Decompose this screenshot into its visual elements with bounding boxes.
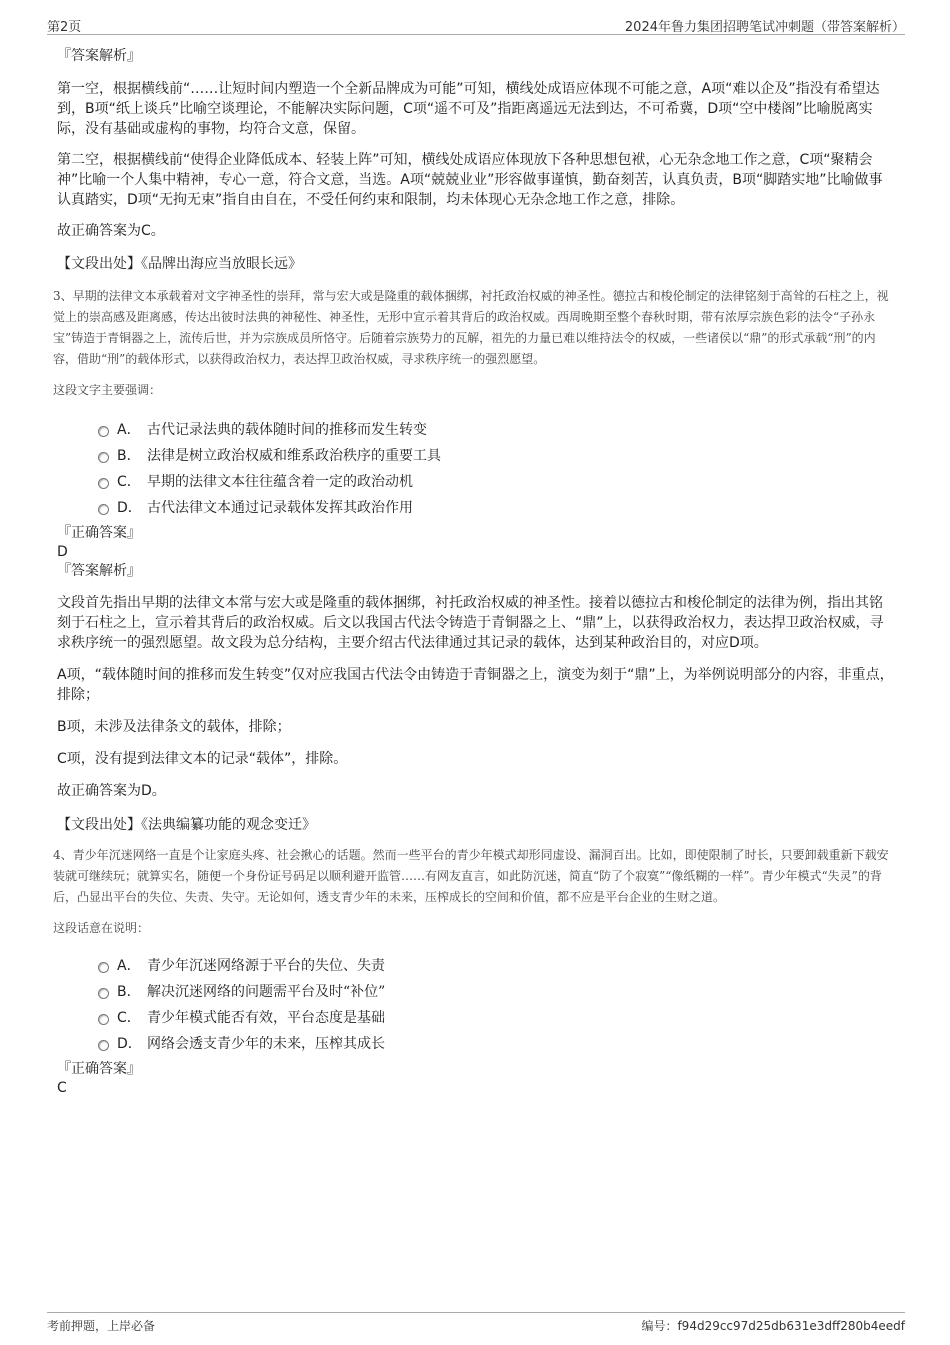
q3-option-b[interactable] (57, 443, 895, 469)
q4-prompt: 这段话意在说明： (53, 921, 150, 935)
option-text: 青少年模式能否有效，平台态度是基础 (147, 1010, 385, 1026)
q4-options (57, 953, 895, 1057)
page-content (53, 46, 895, 1097)
q4-stem: 4、青少年沉迷网络一直是个让家庭头疼、社会揪心的话题。然而一些平台的青少年模式却形同虚设、漏洞百出。比如，即使限制了时长，只要卸载重新下载安装就可继续玩；就算实名，随便一个身份证号码足以顺利避开监管……有网友直言，如此防沉迷，简直“防了个寂寞”“像纸糊的一样”。青少年模式“失灵”的背后，凸显出平台的失位、失责、失守。无论如何，透支青少年的未来，压榨成长的空间和价值，都不应是平台企业的生财之道。 (53, 848, 889, 904)
option-letter: D． (117, 1036, 142, 1052)
prev-analysis-paragraph: 第二空，根据横线前“使得企业降低成本、轻装上阵”可知，横线处成语应体现放下各种思想包袱，心无杂念地工作之意，C项“聚精会神”比喻一个人集中精神，专心一意，符合文意，当选。A项“兢兢业业”形容做事谨慎，勤奋刻苦，认真负责，B项“脚踏实地”比喻做事认真踏实，D项“无拘无束”指自由自在，不受任何约束和限制，均未体现心无杂念地工作之意，排除。 (57, 152, 883, 208)
q4-answer-heading: 『正确答案』 (57, 1061, 141, 1077)
q3-analysis-paragraph: A项，“载体随时间的推移而发生转变”仅对应我国古代法令由铸造于青铜器之上，演变为刻于“鼎”上，为举例说明部分的内容，非重点，排除； (57, 667, 894, 703)
option-text: 早期的法律文本往往蕴含着一定的政治动机 (147, 474, 413, 490)
q4-option-c[interactable] (57, 1005, 895, 1031)
option-letter: C． (117, 1010, 141, 1026)
radio-icon[interactable] (98, 1014, 109, 1025)
prev-source: 【文段出处】《品牌出海应当放眼长远》 (57, 256, 302, 272)
q3-prompt: 这段文字主要强调： (53, 383, 162, 397)
q4-answer: C (57, 1080, 67, 1096)
option-text: 网络会透支青少年的未来，压榨其成长 (147, 1036, 385, 1052)
option-letter: A． (117, 422, 141, 438)
prev-conclusion: 故正确答案为C。 (57, 223, 165, 239)
option-letter: D． (117, 500, 142, 516)
document-title: 2024年鲁力集团招聘笔试冲刺题（带答案解析） (624, 20, 905, 35)
q4-option-d[interactable] (57, 1031, 895, 1057)
q3-option-c[interactable] (57, 469, 895, 495)
q3-analysis-heading: 『答案解析』 (57, 563, 141, 579)
option-letter: B． (117, 448, 141, 464)
page-number: 第2页 (47, 20, 82, 35)
radio-icon[interactable] (98, 504, 109, 515)
option-text: 解决沉迷网络的问题需平台及时“补位” (147, 984, 386, 1000)
document-id: 编号：f94d29cc97d25db631e3dff280b4eedf (641, 1319, 905, 1333)
page-footer (47, 1312, 905, 1335)
option-letter: A． (117, 958, 141, 974)
option-text: 法律是树立政治权威和维系政治秩序的重要工具 (147, 448, 441, 464)
radio-icon[interactable] (98, 478, 109, 489)
q4-option-b[interactable] (57, 979, 895, 1005)
radio-icon[interactable] (98, 452, 109, 463)
option-text: 古代记录法典的载体随时间的推移而发生转变 (147, 422, 427, 438)
q3-analysis-paragraph: B项，未涉及法律条文的载体，排除； (57, 719, 291, 735)
radio-icon[interactable] (98, 962, 109, 973)
option-text: 青少年沉迷网络源于平台的失位、失责 (147, 958, 385, 974)
q3-stem: 3、早期的法律文本承载着对文字神圣性的崇拜，常与宏大或是隆重的载体捆绑，衬托政治权威的神圣性。德拉古和梭伦制定的法律铭刻于高耸的石柱之上，视觉上的崇高感及距离感，传达出彼时法典的神秘性、神圣性，无形中宣示着其背后的政治权威。西周晚期至整个春秋时期，带有浓厚宗族色彩的法令“子孙永宝”铸造于青铜器之上，流传后世，并为宗族成员所恪守。后随着宗族势力的瓦解，祖先的力量已难以维持法令的权威，一些诸侯以“鼎”的形式承载“刑”的内容，借助“刑”的载体形式，以获得政治权力，表达捍卫政治权威，寻求秩序统一的强烈愿望。 (53, 289, 889, 366)
radio-icon[interactable] (98, 426, 109, 437)
option-letter: B． (117, 984, 141, 1000)
q3-options (57, 417, 895, 521)
q3-option-d[interactable] (57, 495, 895, 521)
footer-slogan: 考前押题，上岸必备 (47, 1319, 156, 1333)
q3-answer: D (57, 544, 68, 560)
page-header (47, 14, 905, 35)
q4-option-a[interactable] (57, 953, 895, 979)
prev-analysis-paragraph: 第一空，根据横线前“……让短时间内塑造一个全新品牌成为可能”可知，横线处成语应体现不可能之意，A项“难以企及”指没有希望达到，B项“纸上谈兵”比喻空谈理论，不能解决实际问题，C项“遥不可及”指距离遥远无法到达，不可希冀，D项“空中楼阁”比喻脱离实际，没有基础或虚构的事物，均符合文意，保留。 (57, 81, 880, 137)
q3-option-a[interactable] (57, 417, 895, 443)
option-text: 古代法律文本通过记录载体发挥其政治作用 (147, 500, 413, 516)
q3-analysis-paragraph: C项，没有提到法律文本的记录“载体”，排除。 (57, 751, 348, 767)
q3-conclusion: 故正确答案为D。 (57, 783, 166, 799)
q3-answer-heading: 『正确答案』 (57, 525, 141, 541)
radio-icon[interactable] (98, 988, 109, 999)
radio-icon[interactable] (98, 1040, 109, 1051)
q3-source: 【文段出处】《法典编纂功能的观念变迁》 (57, 817, 316, 833)
q3-analysis-paragraph: 文段首先指出早期的法律文本常与宏大或是隆重的载体捆绑，衬托政治权威的神圣性。接着以德拉古和梭伦制定的法律为例，指出其铭刻于石柱之上，宣示着其背后的政治权威。后文以我国古代法令铸造于青铜器之上、“鼎”上，以获得政治权力，表达捍卫政治权威，寻求秩序统一的强烈愿望。故文段为总分结构，主要介绍古代法律通过其记录的载体，达到某种政治目的，对应D项。 (57, 595, 884, 651)
option-letter: C． (117, 474, 141, 490)
prev-analysis-heading: 『答案解析』 (57, 48, 141, 64)
